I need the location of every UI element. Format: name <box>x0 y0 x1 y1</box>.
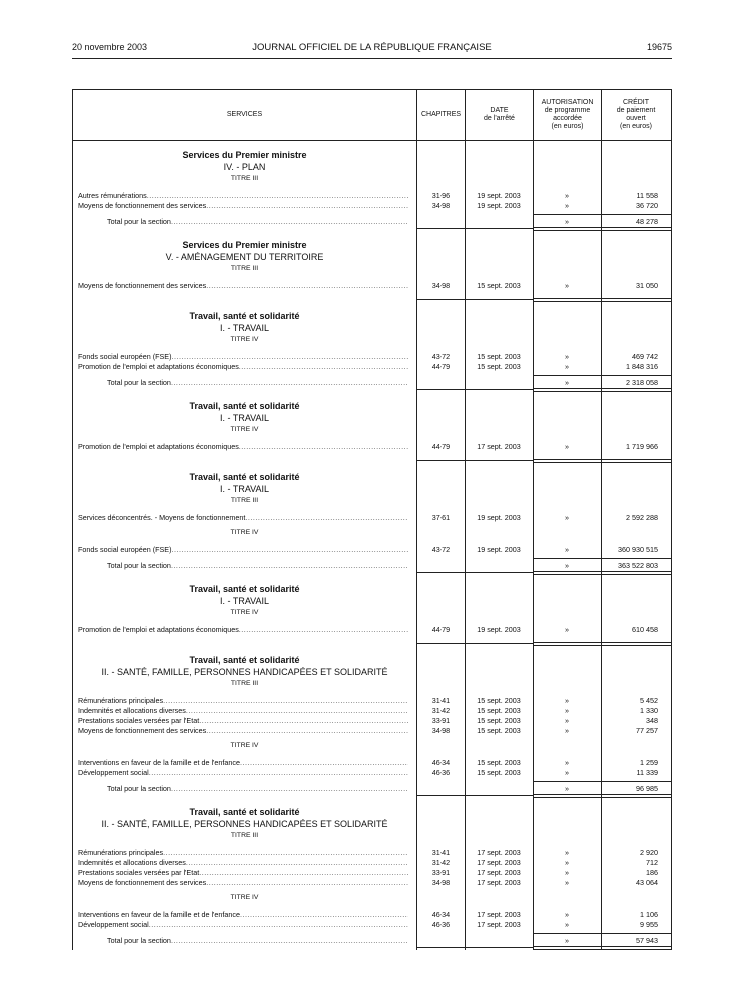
row-date: 15 sept. 2003 <box>477 726 521 735</box>
section-separator <box>534 227 671 231</box>
section-ministry-title: Travail, santé et solidarité <box>189 311 300 321</box>
row-chapitre: 43-72 <box>431 545 451 554</box>
total-rule <box>534 214 671 215</box>
row-credit: 610 458 <box>632 625 658 634</box>
row-label: Promotion de l'emploi et adaptations économiques ..... <box>78 625 408 634</box>
row-credit: 2 592 288 <box>626 513 658 522</box>
total-autorisation: » <box>565 936 569 945</box>
header-rule <box>72 58 672 59</box>
row-credit: 1 719 966 <box>626 442 658 451</box>
col-header-credit: CRÉDIT de paiement ouvert (en euros) <box>616 99 656 130</box>
section-separator-left <box>416 643 534 644</box>
row-label: Moyens de fonctionnement des services ..... <box>78 878 408 887</box>
col-header-chapitres: CHAPITRES <box>420 111 462 118</box>
col-header-services: SERVICES <box>226 111 263 118</box>
total-label: Total pour la section ..... <box>107 217 408 226</box>
titre-heading: TITRE IV <box>230 529 259 536</box>
row-chapitre: 34-98 <box>431 878 451 887</box>
titre-heading: TITRE III <box>230 832 259 839</box>
row-label: Indemnités et allocations diverses ..... <box>78 858 408 867</box>
table-row <box>73 281 671 290</box>
section-separator <box>534 794 671 798</box>
row-credit: 43 064 <box>636 878 658 887</box>
row-chapitre: 46-36 <box>431 768 451 777</box>
section-separator <box>534 459 671 463</box>
total-label: Total pour la section ..... <box>107 936 408 945</box>
row-autorisation: » <box>565 281 569 290</box>
table-row <box>73 513 671 522</box>
row-date: 15 sept. 2003 <box>477 716 521 725</box>
row-autorisation: » <box>565 545 569 554</box>
row-credit: 186 <box>646 868 658 877</box>
row-autorisation: » <box>565 352 569 361</box>
table-row <box>73 442 671 451</box>
row-autorisation: » <box>565 191 569 200</box>
total-rule <box>534 375 671 376</box>
titre-heading: TITRE IV <box>230 609 259 616</box>
total-credit: 57 943 <box>636 936 658 945</box>
row-autorisation: » <box>565 706 569 715</box>
row-label: Rémunérations principales ..... <box>78 848 408 857</box>
row-chapitre: 31-96 <box>431 191 451 200</box>
section-department-title: I. - TRAVAIL <box>219 413 269 423</box>
table-row <box>73 868 671 877</box>
section-ministry-title: Travail, santé et solidarité <box>189 584 300 594</box>
row-chapitre: 46-34 <box>431 758 451 767</box>
total-row <box>73 561 671 570</box>
row-date: 15 sept. 2003 <box>477 758 521 767</box>
total-autorisation: » <box>565 217 569 226</box>
titre-heading: TITRE III <box>230 175 259 182</box>
row-date: 17 sept. 2003 <box>477 848 521 857</box>
total-autorisation: » <box>565 378 569 387</box>
row-credit: 9 955 <box>640 920 658 929</box>
titre-heading: TITRE III <box>230 497 259 504</box>
section-department-title: I. - TRAVAIL <box>219 484 269 494</box>
row-autorisation: » <box>565 858 569 867</box>
row-date: 15 sept. 2003 <box>477 352 521 361</box>
titre-heading: TITRE IV <box>230 742 259 749</box>
titre-heading: TITRE IV <box>230 894 259 901</box>
section-separator-left <box>416 389 534 390</box>
row-autorisation: » <box>565 878 569 887</box>
row-credit: 1 106 <box>640 910 658 919</box>
table-row <box>73 201 671 210</box>
table-row <box>73 858 671 867</box>
row-autorisation: » <box>565 442 569 451</box>
total-label: Total pour la section ..... <box>107 378 408 387</box>
section-ministry-title: Services du Premier ministre <box>182 240 307 250</box>
col-header-autorisation: AUTORISATION de programme accordée (en euros) <box>541 99 594 130</box>
row-credit: 712 <box>646 858 658 867</box>
row-date: 15 sept. 2003 <box>477 768 521 777</box>
row-credit: 469 742 <box>632 352 658 361</box>
header-page-number: 19675 <box>646 42 672 52</box>
total-credit: 96 985 <box>636 784 658 793</box>
row-label: Promotion de l'emploi et adaptations économiques ..... <box>78 362 408 371</box>
table-row <box>73 352 671 361</box>
row-date: 17 sept. 2003 <box>477 442 521 451</box>
row-chapitre: 31-41 <box>431 696 451 705</box>
credits-table <box>72 89 672 950</box>
table-row <box>73 848 671 857</box>
row-date: 19 sept. 2003 <box>477 201 521 210</box>
section-separator-left <box>416 572 534 573</box>
table-row <box>73 758 671 767</box>
row-credit: 5 452 <box>640 696 658 705</box>
row-credit: 77 257 <box>636 726 658 735</box>
row-chapitre: 31-42 <box>431 858 451 867</box>
section-department-title: I. - TRAVAIL <box>219 323 269 333</box>
total-label: Total pour la section ..... <box>107 561 408 570</box>
total-row <box>73 378 671 387</box>
page-header <box>72 40 672 56</box>
section-department-title: V. - AMÉNAGEMENT DU TERRITOIRE <box>165 252 324 262</box>
row-date: 17 sept. 2003 <box>477 858 521 867</box>
row-credit: 348 <box>646 716 658 725</box>
row-autorisation: » <box>565 726 569 735</box>
row-label: Interventions en faveur de la famille et de l'enfance ..... <box>78 758 408 767</box>
section-department-title: II. - SANTÉ, FAMILLE, PERSONNES HANDICAPÉES ET SOLIDARITÉ <box>101 819 388 829</box>
table-row <box>73 878 671 887</box>
row-credit: 36 720 <box>636 201 658 210</box>
row-date: 19 sept. 2003 <box>477 191 521 200</box>
section-ministry-title: Services du Premier ministre <box>182 150 307 160</box>
total-credit: 48 278 <box>636 217 658 226</box>
row-chapitre: 44-79 <box>431 625 451 634</box>
row-autorisation: » <box>565 868 569 877</box>
table-row <box>73 768 671 777</box>
row-date: 15 sept. 2003 <box>477 281 521 290</box>
titre-heading: TITRE III <box>230 680 259 687</box>
header-journal-title: JOURNAL OFFICIEL DE LA RÉPUBLIQUE FRANÇAISE <box>252 42 492 53</box>
table-row <box>73 910 671 919</box>
table-row <box>73 920 671 929</box>
row-date: 15 sept. 2003 <box>477 706 521 715</box>
section-separator-left <box>416 947 534 948</box>
row-autorisation: » <box>565 696 569 705</box>
row-label: Prestations sociales versées par l'Etat ..... <box>78 716 408 725</box>
section-ministry-title: Travail, santé et solidarité <box>189 472 300 482</box>
total-rule <box>534 781 671 782</box>
row-autorisation: » <box>565 910 569 919</box>
section-department-title: II. - SANTÉ, FAMILLE, PERSONNES HANDICAPÉES ET SOLIDARITÉ <box>101 667 388 677</box>
row-chapitre: 31-41 <box>431 848 451 857</box>
section-separator-left <box>416 795 534 796</box>
row-label: Rémunérations principales ..... <box>78 696 408 705</box>
row-credit: 360 930 515 <box>618 545 658 554</box>
row-date: 17 sept. 2003 <box>477 878 521 887</box>
header-row-rule <box>73 140 671 141</box>
row-date: 15 sept. 2003 <box>477 362 521 371</box>
row-label: Moyens de fonctionnement des services ..... <box>78 726 408 735</box>
row-autorisation: » <box>565 513 569 522</box>
row-label: Services déconcentrés. - Moyens de fonctionnement ..... <box>78 513 408 522</box>
total-autorisation: » <box>565 561 569 570</box>
row-label: Indemnités et allocations diverses ..... <box>78 706 408 715</box>
table-row <box>73 696 671 705</box>
total-autorisation: » <box>565 784 569 793</box>
section-separator-left <box>416 460 534 461</box>
table-row <box>73 726 671 735</box>
section-separator <box>534 571 671 575</box>
row-label: Promotion de l'emploi et adaptations économiques ..... <box>78 442 408 451</box>
row-autorisation: » <box>565 716 569 725</box>
row-autorisation: » <box>565 625 569 634</box>
row-credit: 11 339 <box>636 768 658 777</box>
row-date: 15 sept. 2003 <box>477 696 521 705</box>
section-separator <box>534 946 671 950</box>
table-row <box>73 625 671 634</box>
section-separator <box>534 298 671 302</box>
row-label: Fonds social européen (FSE) ..... <box>78 352 408 361</box>
row-date: 17 sept. 2003 <box>477 868 521 877</box>
row-credit: 11 558 <box>636 191 658 200</box>
row-autorisation: » <box>565 362 569 371</box>
row-chapitre: 34-98 <box>431 281 451 290</box>
row-chapitre: 46-34 <box>431 910 451 919</box>
total-row <box>73 784 671 793</box>
row-date: 17 sept. 2003 <box>477 910 521 919</box>
row-chapitre: 31-42 <box>431 706 451 715</box>
table-row <box>73 191 671 200</box>
section-ministry-title: Travail, santé et solidarité <box>189 401 300 411</box>
titre-heading: TITRE IV <box>230 426 259 433</box>
section-ministry-title: Travail, santé et solidarité <box>189 807 300 817</box>
total-row <box>73 936 671 945</box>
row-date: 19 sept. 2003 <box>477 545 521 554</box>
titre-heading: TITRE IV <box>230 336 259 343</box>
row-autorisation: » <box>565 920 569 929</box>
row-chapitre: 44-79 <box>431 442 451 451</box>
total-label: Total pour la section ..... <box>107 784 408 793</box>
row-date: 19 sept. 2003 <box>477 513 521 522</box>
row-credit: 1 330 <box>640 706 658 715</box>
row-chapitre: 34-98 <box>431 726 451 735</box>
section-separator <box>534 388 671 392</box>
row-credit: 31 050 <box>636 281 658 290</box>
row-label: Fonds social européen (FSE) ..... <box>78 545 408 554</box>
row-chapitre: 44-79 <box>431 362 451 371</box>
row-label: Développement social ..... <box>78 768 408 777</box>
row-credit: 2 920 <box>640 848 658 857</box>
row-chapitre: 46-36 <box>431 920 451 929</box>
table-row <box>73 706 671 715</box>
table-row <box>73 545 671 554</box>
total-credit: 2 318 058 <box>626 378 658 387</box>
row-label: Moyens de fonctionnement des services ..... <box>78 281 408 290</box>
row-autorisation: » <box>565 848 569 857</box>
header-date: 20 novembre 2003 <box>72 42 148 52</box>
section-separator-left <box>416 228 534 229</box>
row-label: Prestations sociales versées par l'Etat ..... <box>78 868 408 877</box>
row-date: 17 sept. 2003 <box>477 920 521 929</box>
section-separator-left <box>416 299 534 300</box>
total-rule <box>534 558 671 559</box>
section-ministry-title: Travail, santé et solidarité <box>189 655 300 665</box>
section-separator <box>534 642 671 646</box>
table-row <box>73 362 671 371</box>
row-label: Interventions en faveur de la famille et de l'enfance ..... <box>78 910 408 919</box>
row-credit: 1 259 <box>640 758 658 767</box>
total-credit: 363 522 803 <box>618 561 658 570</box>
row-date: 19 sept. 2003 <box>477 625 521 634</box>
row-label: Développement social ..... <box>78 920 408 929</box>
section-department-title: I. - TRAVAIL <box>219 596 269 606</box>
row-label: Moyens de fonctionnement des services ..... <box>78 201 408 210</box>
row-autorisation: » <box>565 768 569 777</box>
row-autorisation: » <box>565 201 569 210</box>
row-chapitre: 33-91 <box>431 868 451 877</box>
row-chapitre: 33-91 <box>431 716 451 725</box>
total-row <box>73 217 671 226</box>
row-chapitre: 34-98 <box>431 201 451 210</box>
table-row <box>73 716 671 725</box>
row-chapitre: 43-72 <box>431 352 451 361</box>
total-rule <box>534 933 671 934</box>
row-autorisation: » <box>565 758 569 767</box>
row-chapitre: 37-61 <box>431 513 451 522</box>
section-department-title: IV. - PLAN <box>223 162 266 172</box>
col-header-date: DATE de l'arrêté <box>484 107 515 122</box>
titre-heading: TITRE III <box>230 265 259 272</box>
row-credit: 1 848 316 <box>626 362 658 371</box>
row-label: Autres rémunérations ..... <box>78 191 408 200</box>
